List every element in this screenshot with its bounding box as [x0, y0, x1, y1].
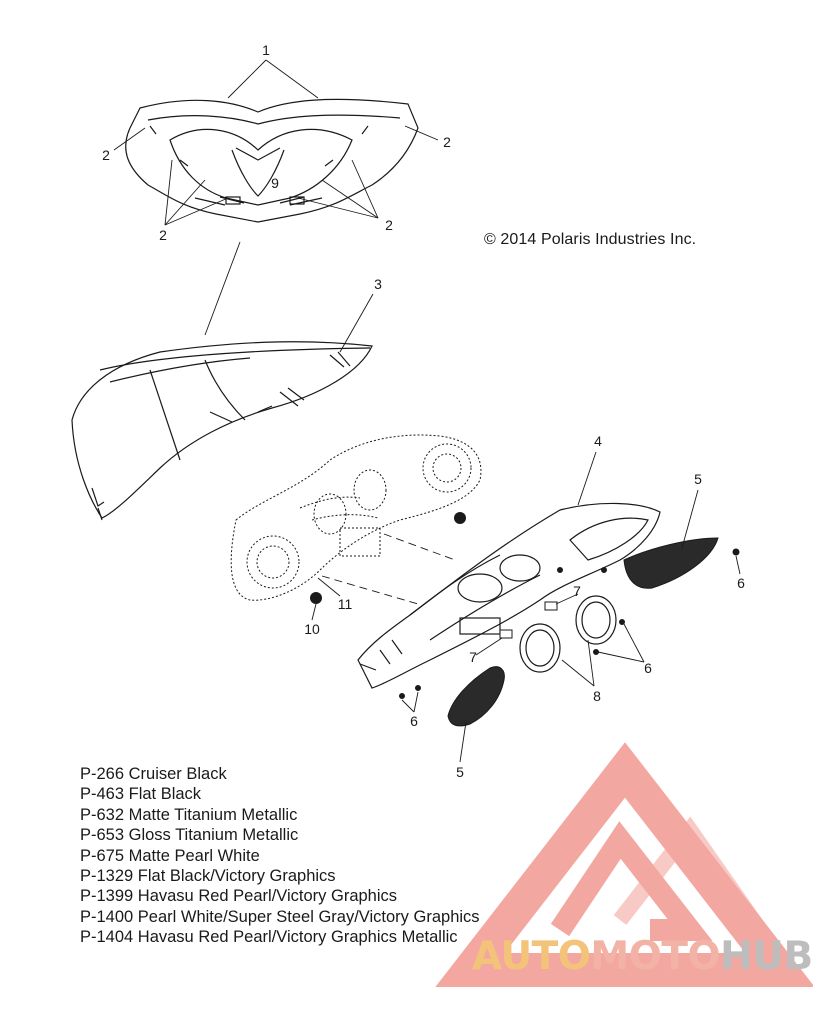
gauge-bezels — [520, 596, 616, 672]
paint-code-item: P-653 Gloss Titanium Metallic — [80, 826, 299, 845]
leader-lines-1 — [114, 60, 438, 335]
outer-fairing-view — [72, 342, 372, 520]
paint-code-item: P-266 Cruiser Black — [80, 765, 227, 783]
callout-5-lower: 5 — [456, 764, 464, 780]
leader-lines-6-7 — [402, 556, 740, 712]
paint-code-item: P-675 Matte Pearl White — [80, 846, 260, 865]
paint-code-item: P-1404 Havasu Red Pearl/Victory Graphics Metallic — [80, 928, 458, 947]
callout-2-lower-right: 2 — [385, 217, 393, 233]
paint-code-item: P-463 Flat Black — [80, 785, 202, 804]
callout-1: 1 — [262, 42, 270, 58]
callout-2-lower-left: 2 — [159, 227, 167, 243]
callout-6-lower: 6 — [410, 713, 418, 729]
paint-code-item: P-1399 Havasu Red Pearl/Victory Graphics — [80, 887, 398, 906]
copyright-notice: © 2014 Polaris Industries Inc. — [484, 231, 697, 248]
callout-11: 11 — [337, 596, 353, 612]
leader-lines-8 — [562, 640, 594, 686]
connector-lines — [322, 534, 455, 604]
callout-2-left: 2 — [102, 147, 110, 163]
callout-numbers — [102, 42, 745, 780]
callout-10: 10 — [304, 621, 320, 637]
callout-6-middle: 6 — [644, 660, 652, 676]
speaker-grille-lower — [448, 667, 504, 726]
callout-6-right: 6 — [737, 575, 745, 591]
speaker-grille-upper — [624, 538, 718, 588]
callout-8: 8 — [593, 688, 601, 704]
watermark-wordmark — [472, 934, 813, 979]
callout-4: 4 — [594, 433, 602, 449]
paint-code-item: P-1400 Pearl White/Super Steel Gray/Victory Graphics — [80, 907, 480, 926]
watermark-word-part: AUTO — [472, 934, 591, 979]
callout-7-upper: 7 — [573, 583, 581, 599]
callout-7-lower: 7 — [469, 649, 477, 665]
paint-code-item: P-1329 Flat Black/Victory Graphics — [80, 867, 336, 886]
callout-3: 3 — [374, 276, 382, 292]
watermark-word-part: MOTO — [590, 934, 721, 979]
callout-9: 9 — [271, 175, 279, 191]
inner-fairing-front-view — [126, 99, 418, 222]
paint-code-list — [80, 764, 480, 948]
watermark-word-part: HUB — [720, 934, 813, 979]
paint-code-item: P-632 Matte Titanium Metallic — [80, 805, 298, 824]
dash-panel-view — [358, 503, 660, 688]
callout-5-upper: 5 — [694, 471, 702, 487]
callout-2-right: 2 — [443, 134, 451, 150]
speaker-enclosure-view — [231, 435, 481, 600]
leader-line-4 — [578, 452, 596, 505]
leader-line-3 — [340, 294, 373, 352]
